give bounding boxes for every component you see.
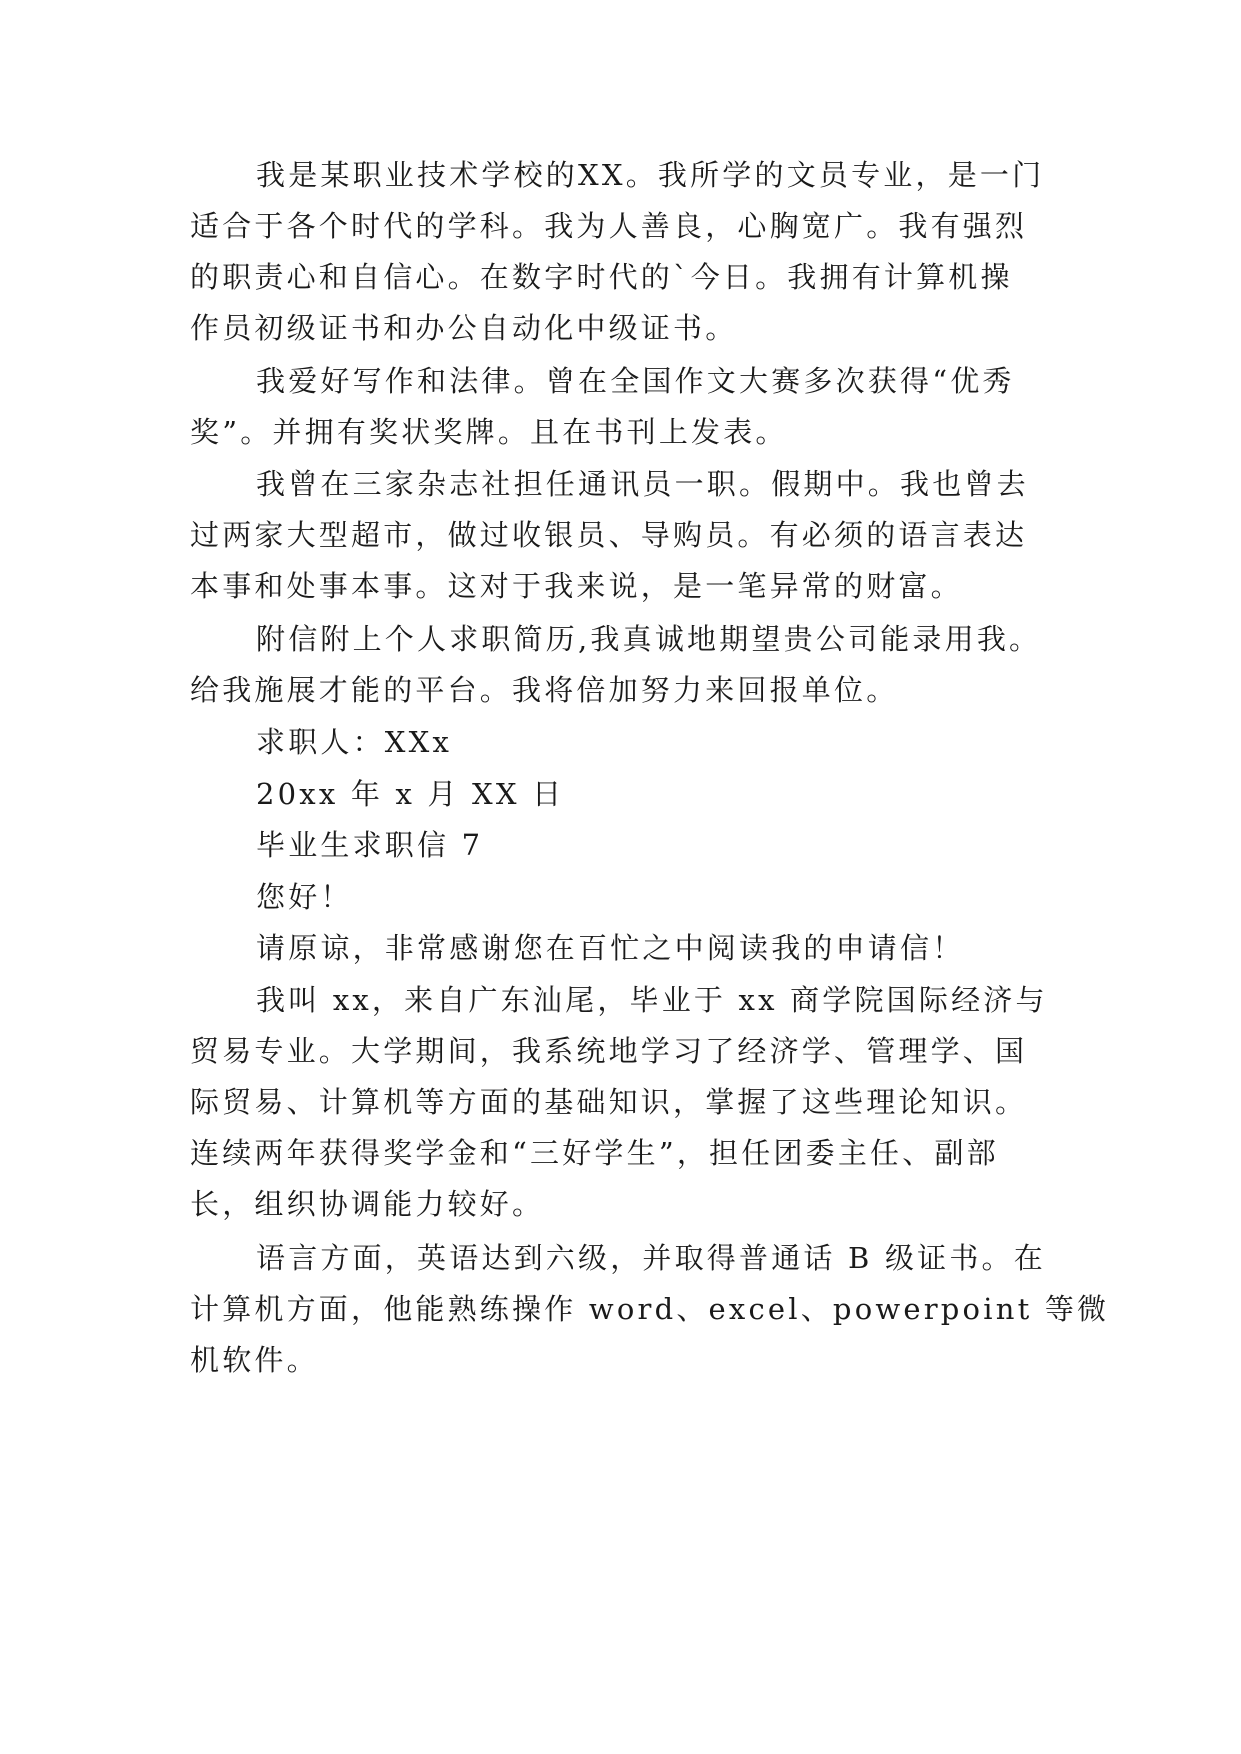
text-line: 毕业生求职信 7 (256, 828, 484, 862)
text-line: 给我施展才能的平台。我将倍加努力来回报单位。 (190, 673, 899, 707)
text-line: 际贸易、计算机等方面的基础知识，掌握了这些理论知识。 (190, 1085, 1028, 1119)
text-line: 计算机方面，他能熟练操作 word、excel、powerpoint 等微 (190, 1292, 1110, 1326)
text-line: 语言方面，英语达到六级，并取得普通话 B 级证书。在 (256, 1241, 1046, 1275)
text-line: 适合于各个时代的学科。我为人善良，心胸宽广。我有强烈 (190, 209, 1028, 243)
text-line: 作员初级证书和办公自动化中级证书。 (190, 311, 738, 345)
text-line: 20xx 年 x 月 XX 日 (256, 777, 565, 811)
text-line: 我爱好写作和法律。曾在全国作文大赛多次获得“优秀 (256, 364, 1015, 398)
text-line: 长，组织协调能力较好。 (190, 1187, 545, 1221)
text-line: 附信附上个人求职简历,我真诚地期望贵公司能录用我。 (256, 622, 1042, 656)
text-line: 过两家大型超市，做过收银员、导购员。有必须的语言表达 (190, 518, 1028, 552)
text-line: 本事和处事本事。这对于我来说，是一笔异常的财富。 (190, 569, 963, 603)
text-line: 您好！ (256, 880, 353, 914)
text-line: 我是某职业技术学校的XX。我所学的文员专业，是一门 (256, 158, 1045, 192)
text-line: 我曾在三家杂志社担任通讯员一职。假期中。我也曾去 (256, 467, 1029, 501)
text-line: 我叫 xx，来自广东汕尾，毕业于 xx 商学院国际经济与 (256, 983, 1048, 1017)
text-line: 机软件。 (190, 1343, 319, 1377)
text-line: 奖”。并拥有奖状奖牌。且在书刊上发表。 (190, 415, 788, 449)
text-line: 求职人：XXx (256, 725, 453, 759)
text-line: 贸易专业。大学期间，我系统地学习了经济学、管理学、国 (190, 1034, 1028, 1068)
text-line: 连续两年获得奖学金和“三好学生”，担任团委主任、副部 (190, 1136, 999, 1170)
text-line: 请原谅，非常感谢您在百忙之中阅读我的申请信！ (256, 931, 965, 965)
text-line: 的职责心和自信心。在数字时代的`今日。我拥有计算机操 (190, 260, 1013, 294)
